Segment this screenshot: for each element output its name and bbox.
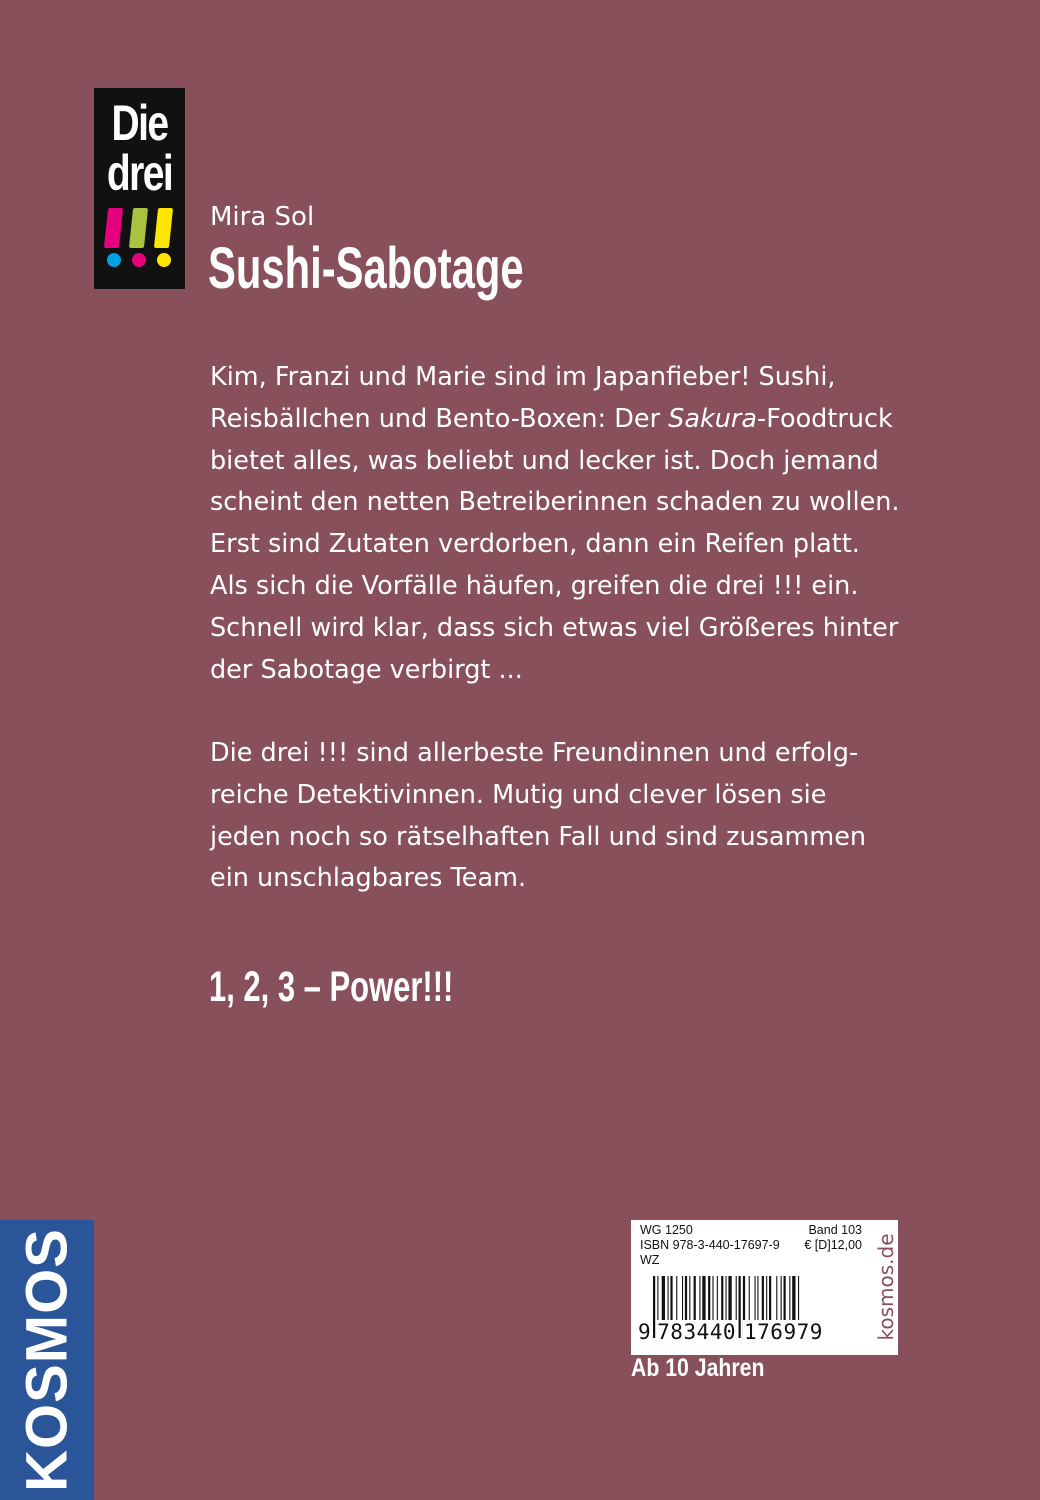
blurb-line: scheint den netten Betreiberinnen schaden zu wollen. [210,487,900,518]
blurb-line: Als sich die Vorfälle häufen, greifen die drei !!! ein. [210,570,859,601]
slogan: 1, 2, 3 – Power!!! [209,963,454,1011]
publisher-logo: KOSMOS [14,1228,80,1492]
blurb-paragraph-2 [210,733,930,900]
blurb-line: jeden noch so rätselhaften Fall und sind zusammen [210,821,867,852]
logo-exclamation-mark [129,208,149,270]
blurb-line: Kim, Franzi und Marie sind im Japanfieber! Sushi, [210,362,836,392]
blurb-line: ein unschlagbares Team. [210,863,527,894]
isbn: ISBN 978-3-440-17697-9 [640,1238,780,1252]
truck-name: Sakura [668,403,758,434]
exclamation-dot [132,253,146,267]
blurb-line: Die drei !!! sind allerbeste Freundinnen und erfolg- [210,738,859,768]
logo-word-drei: drei [106,145,173,201]
logo-exclamation-mark [104,208,124,270]
barcode-label [631,1220,874,1355]
price: € [D]12,00 [804,1238,862,1252]
blurb-line: Schnell wird klar, dass sich etwas viel Größeres hinter [210,612,899,643]
exclamation-dot [107,253,121,267]
blurb-line: Erst sind Zutaten verdorben, dann ein Reifen platt. [210,529,860,560]
wg-code: WG 1250 [640,1223,693,1237]
blurb-paragraph-1 [210,357,930,691]
exclamation-bar [129,208,148,248]
author-name: Mira Sol [210,202,315,232]
publisher-band [0,1220,94,1500]
website-strip [874,1220,898,1355]
publisher-website: kosmos.de [874,1233,898,1341]
logo-exclamation-mark [154,208,174,270]
barcode-digits: 9 783440 176979 [638,1320,823,1344]
blurb-line: reiche Detektivinnen. Mutig und clever lösen sie [210,779,827,810]
volume-number: Band 103 [808,1223,862,1237]
exclamation-bar [104,208,123,248]
age-recommendation: Ab 10 Jahren [631,1354,765,1382]
book-title: Sushi-Sabotage [208,236,524,301]
exclamation-bar [154,208,173,248]
series-logo [94,88,185,289]
blurb-line: Reisbällchen und Bento-Boxen: Der Sakura-Foodtruck [210,403,893,434]
blurb-line: der Sabotage verbirgt ... [210,654,523,685]
exclamation-dot [157,253,171,267]
logo-word-die: Die [111,95,168,151]
wz-code: WZ [640,1253,660,1267]
blurb-line: bietet alles, was beliebt und lecker ist. Doch jemand [210,445,879,476]
